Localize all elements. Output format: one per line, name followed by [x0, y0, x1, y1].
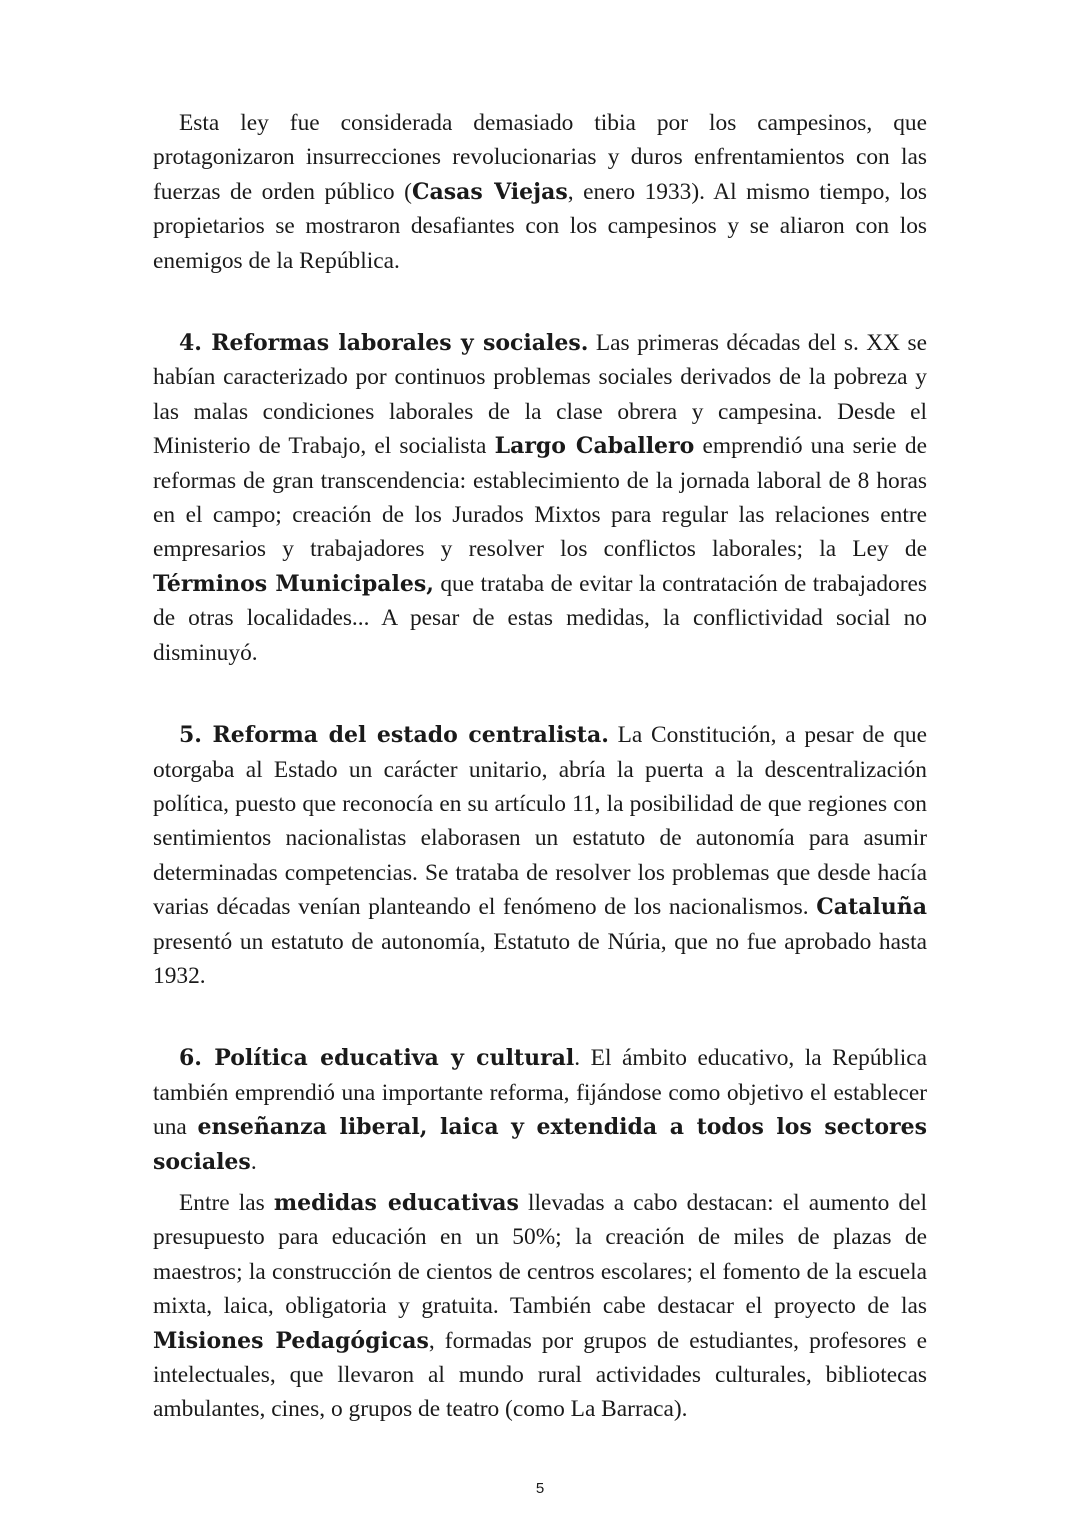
text: Las primeras décadas del s. XX se habían caracterizado por continuos problemas sociales derivados de la pobreza y las malas condiciones laborales de la clase obrera y campesina. Desde el Ministerio de Trabajo, el socialista	[153, 330, 927, 460]
bold-medidas-educativas: medidas educativas	[273, 1189, 519, 1216]
section-heading: 5. Reforma del estado centralista.	[179, 722, 609, 749]
bold-ensenanza: enseñanza liberal, laica y extendida a todos los sectores sociales	[153, 1114, 927, 1175]
document-body	[153, 106, 927, 1427]
text: emprendió una serie de reformas de gran transcendencia: establecimiento de la jornada laboral de 8 horas en el campo; creación de los Jurados Mixtos para regular las relaciones entre empresarios y trabajadores y resolver los conflictos laborales; la Ley de	[153, 433, 927, 563]
text: . El ámbito educativo, la República también emprendió una importante reforma, fijándose como objetivo el establecer una	[153, 1045, 927, 1141]
bold-largo-caballero: Largo Caballero	[494, 433, 695, 460]
paragraph-casas-viejas	[153, 106, 927, 278]
text: llevadas a cabo destacan: el aumento del presupuesto para educación en un 50%; la creación de miles de plazas de maestros; la construcción de cientos de centros escolares; el fomento de la escuela mixta, laica, obligatoria y gratuita. También cabe destacar el proyecto de las	[153, 1189, 927, 1320]
text: Esta ley fue considerada demasiado tibia por los campesinos, que protagonizaron insurrecciones revolucionarias y duros enfrentamientos con las fuerzas de orden público (	[153, 110, 927, 205]
text: , enero 1933). Al mismo tiempo, los propietarios se mostraron desafiantes con los campesinos y se aliaron con los enemigos de la República.	[153, 178, 927, 274]
page-number: 5	[535, 1480, 545, 1497]
text: Entre las	[179, 1189, 274, 1216]
text: .	[250, 1148, 257, 1175]
bold-terminos-municipales: Términos Municipales,	[153, 570, 434, 597]
section-politica-educativa	[153, 1041, 927, 1179]
text: que trataba de evitar la contratación de trabajadores de otras localidades... A pesar de estas medidas, la conflictividad social no disminuyó.	[153, 570, 927, 666]
section-estado-centralista	[153, 718, 927, 993]
section-reformas-laborales	[153, 326, 927, 670]
section-heading: 4. Reformas laborales y sociales.	[179, 330, 589, 357]
paragraph-medidas-educativas	[153, 1186, 927, 1427]
bold-casas-viejas: Casas Viejas	[411, 178, 568, 205]
bold-cataluna: Cataluña	[816, 894, 927, 921]
bold-misiones-pedagogicas: Misiones Pedagógicas	[153, 1327, 429, 1354]
section-heading: 6. Política educativa y cultural	[179, 1045, 575, 1072]
text: presentó un estatuto de autonomía, Estatuto de Núria, que no fue aprobado hasta 1932.	[153, 928, 927, 989]
text: , formadas por grupos de estudiantes, profesores e intelectuales, que llevaron al mundo rural actividades culturales, bibliotecas ambulantes, cines, o grupos de teatro (como La Barraca).	[153, 1327, 927, 1423]
text: La Constitución, a pesar de que otorgaba al Estado un carácter unitario, abría la puerta a la descentralización política, puesto que reconocía en su artículo 11, la posibilidad de que regiones con sentimientos nacionalistas elaborasen un estatuto de autonomía para asumir determinadas competencias. Se trataba de resolver los problemas que desde hacía varias décadas venían planteando el fenómeno de los nacionalismos.	[153, 722, 927, 921]
